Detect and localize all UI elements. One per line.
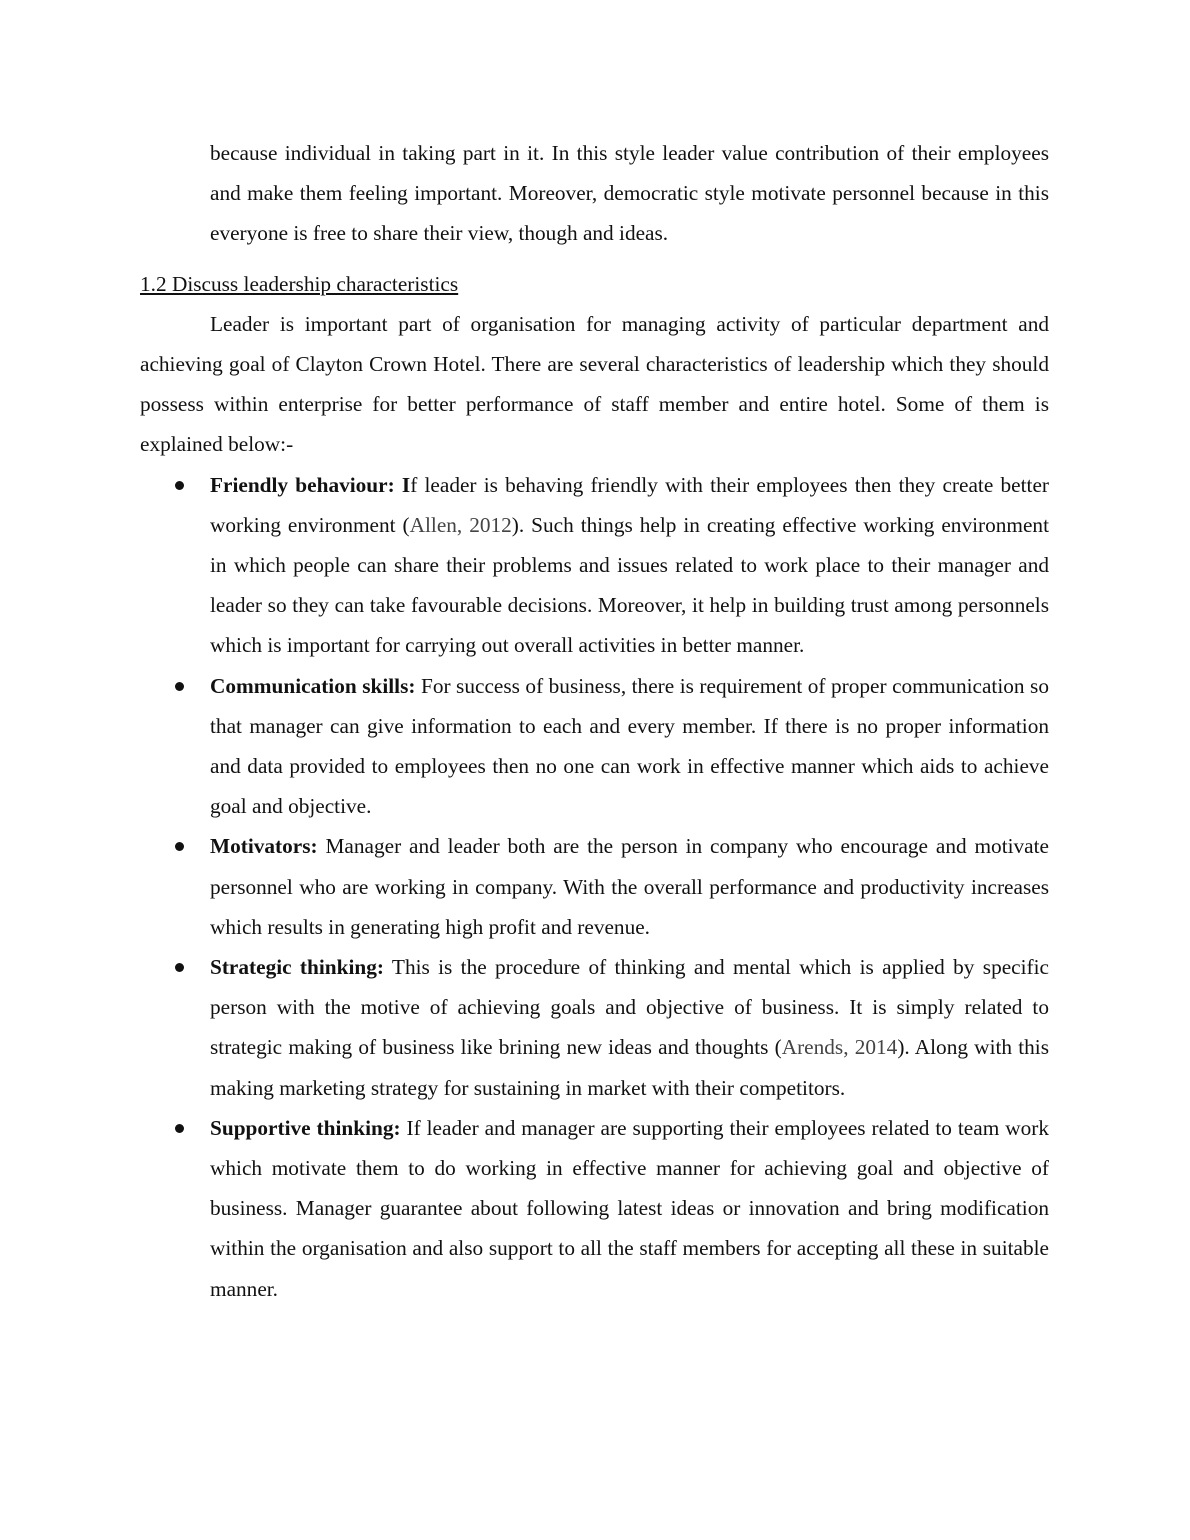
list-item (140, 1108, 1049, 1309)
bullet-term: Strategic thinking: (210, 955, 384, 980)
bullet-text: This is the procedure of thinking and mental which is applied by specific person with the motive of achieving goals and objective of business. It is simply related to strategic making of business like brining new ideas and thoughts ( (210, 955, 1049, 1060)
citation: Arends, 2014 (781, 1035, 898, 1060)
bullet-icon (175, 481, 184, 490)
bullet-icon (175, 1124, 184, 1133)
citation: Allen, 2012 (409, 512, 512, 537)
bullet-term: Friendly behaviour: I (210, 472, 411, 497)
bullet-term: Supportive thinking: (210, 1115, 401, 1140)
characteristics-list (140, 465, 1049, 1309)
list-item (140, 465, 1049, 666)
bullet-text: If leader and manager are supporting their employees related to team work which motivate them to do working in effective manner for achieving goal and objective of business. Manager guarantee about following latest ideas or innovation and bring modification within the organisation and also support to all the staff members for accepting all these in suitable manner. (210, 1115, 1049, 1301)
bullet-text-continued: ). Along with this making marketing strategy for sustaining in market with their competitors. (210, 1035, 1050, 1100)
intro-paragraph: because individual in taking part in it. In this style leader value contribution of their employees and make them feeling important. Moreover, democratic style motivate personnel because in this everyone is free to share their view, though and ideas. (210, 141, 1049, 246)
list-item (140, 947, 1049, 1108)
bullet-icon (175, 963, 184, 972)
bullet-term: Motivators: (210, 834, 318, 859)
bullet-term: Communication skills: (210, 673, 416, 698)
bullet-text-continued: ). Such things help in creating effective working environment in which people can share their problems and issues related to work place to their manager and leader so they can take favourable decisions. Moreover, it help in building trust among personnels which is important for carrying out overall activities in better manner. (210, 512, 1049, 658)
bullet-text: For success of business, there is requirement of proper communication so that manager can give information to each and every member. If there is no proper information and data provided to employees then no one can work in effective manner which aids to achieve goal and objective. (210, 673, 1049, 819)
bullet-icon (175, 682, 184, 691)
section-heading: 1.2 Discuss leadership characteristics (140, 271, 459, 296)
list-item (140, 666, 1049, 827)
section-paragraph: Leader is important part of organisation for managing activity of particular department and achieving goal of Clayton Crown Hotel. There are several characteristics of leadership which they should possess within enterprise for better performance of staff member and entire hotel. Some of them is explained below:- (140, 311, 1049, 457)
list-item (140, 826, 1049, 947)
bullet-icon (175, 842, 184, 851)
page-content (140, 133, 1049, 1309)
bullet-text: f leader is behaving friendly with their employees then they create better working environment ( (210, 472, 1049, 537)
bullet-text: Manager and leader both are the person in company who encourage and motivate personnel who are working in company. With the overall performance and productivity increases which results in generating high profit and revenue. (210, 834, 1049, 939)
